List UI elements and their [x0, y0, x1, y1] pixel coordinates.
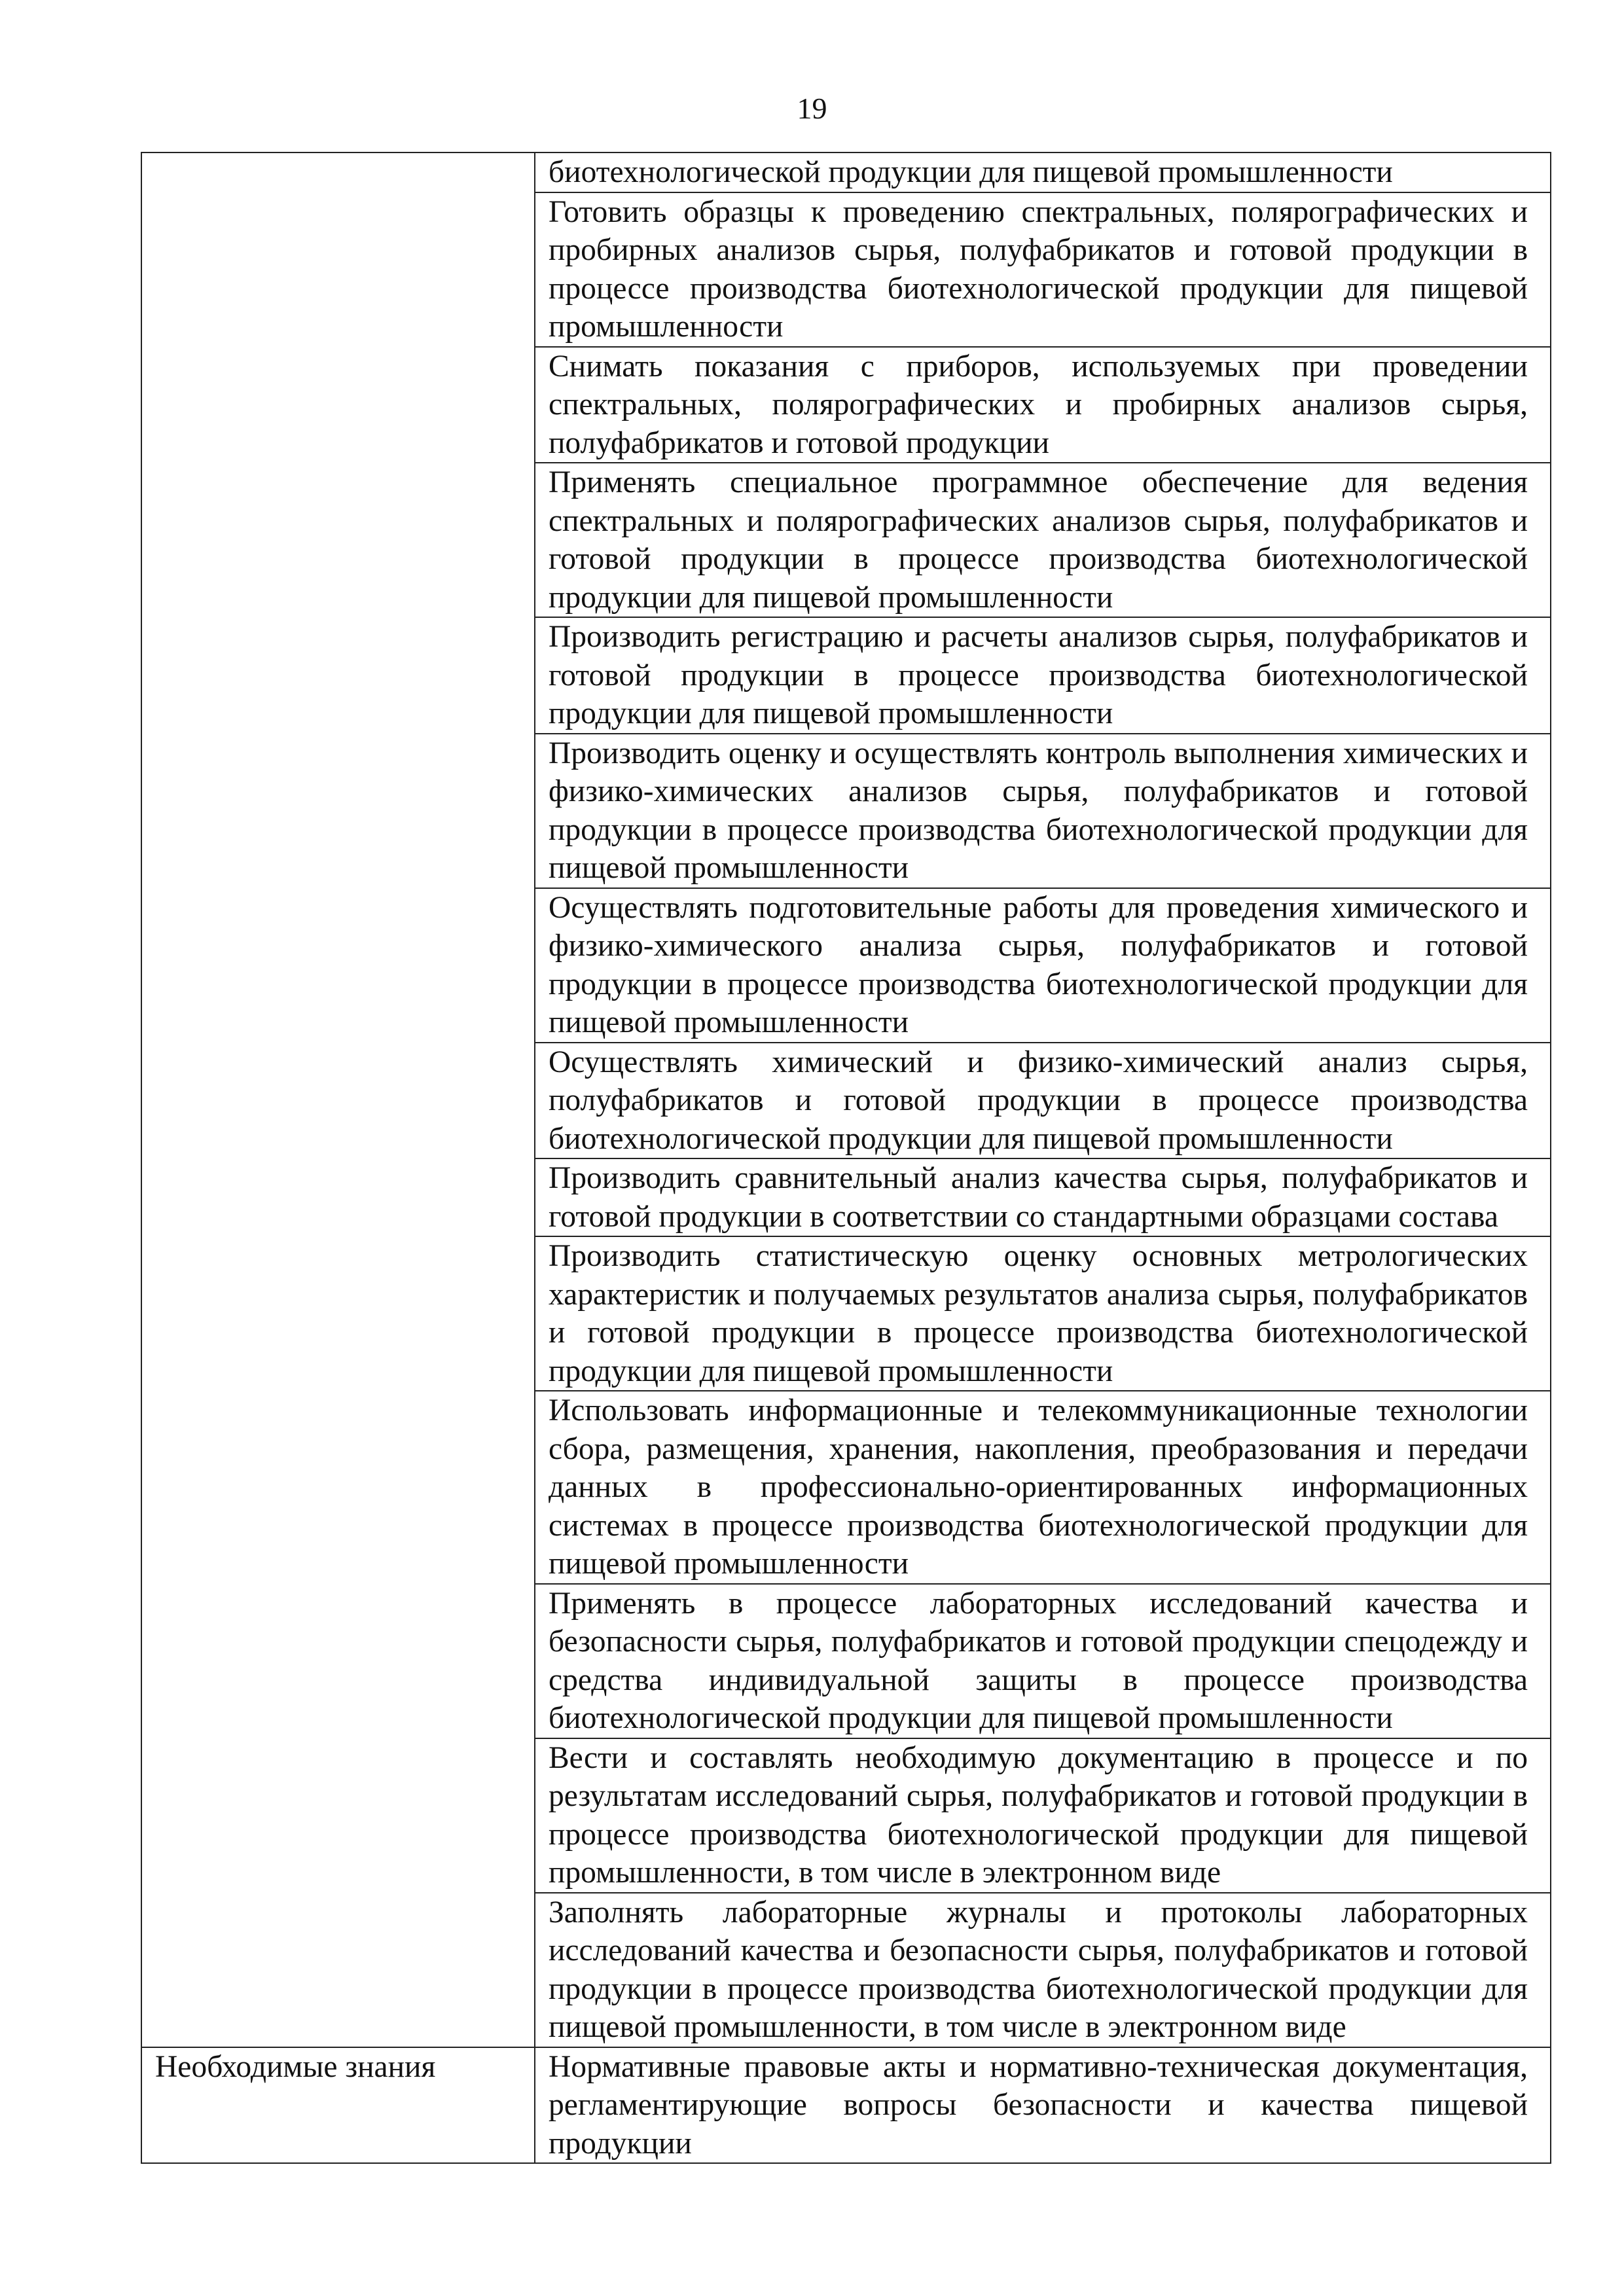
skills-label-cell: [141, 152, 535, 2047]
skill-cell: Готовить образцы к проведению спектральных, полярографических и пробирных анализов сырья, полуфабрикатов и готовой продукции в процессе производства биотехнологической продукции для пищевой промышленности: [535, 192, 1551, 347]
skill-cell: Снимать показания с приборов, используемых при проведении спектральных, полярографических и пробирных анализов сырья, полуфабрикатов и готовой продукции: [535, 347, 1551, 463]
skill-cell: Осуществлять химический и физико-химический анализ сырья, полуфабрикатов и готовой продукции в процессе производства биотехнологической продукции для пищевой промышленности: [535, 1043, 1551, 1159]
skill-cell: Применять специальное программное обеспечение для ведения спектральных и полярографических анализов сырья, полуфабрикатов и готовой продукции в процессе производства биотехнологической продукции для пищевой промышленности: [535, 463, 1551, 617]
skill-cell: Производить сравнительный анализ качества сырья, полуфабрикатов и готовой продукции в соответствии со стандартными образцами состава: [535, 1158, 1551, 1236]
skill-cell: Производить оценку и осуществлять контроль выполнения химических и физико-химических анализов сырья, полуфабрикатов и готовой продукции в процессе производства биотехнологической продукции для пищевой промышленности: [535, 734, 1551, 888]
table-row: [141, 2047, 1551, 2164]
skill-cell: Осуществлять подготовительные работы для проведения химического и физико-химического анализа сырья, полуфабрикатов и готовой продукции в процессе производства биотехнологической продукции для пищевой промышленности: [535, 888, 1551, 1043]
page-number: 19: [797, 92, 827, 125]
skill-cell: Заполнять лабораторные журналы и протоколы лабораторных исследований качества и безопасности сырья, полуфабрикатов и готовой продукции в процессе производства биотехнологической продукции для пищевой промышленности, в том числе в электронном виде: [535, 1893, 1551, 2047]
skill-cell: Использовать информационные и телекоммуникационные технологии сбора, размещения, хранения, накопления, преобразования и передачи данных в профессионально-ориентированных информационных системах в процессе производства биотехнологической продукции для пищевой промышленности: [535, 1391, 1551, 1584]
knowledge-label: Необходимые знания: [141, 2047, 535, 2164]
requirements-table: [141, 152, 1551, 2164]
skill-cell: Применять в процессе лабораторных исследований качества и безопасности сырья, полуфабрикатов и готовой продукции спецодежду и средства индивидуальной защиты в процессе производства биотехнологической продукции для пищевой промышленности: [535, 1584, 1551, 1738]
skill-cell: биотехнологической продукции для пищевой промышленности: [535, 152, 1551, 192]
skill-cell: Производить статистическую оценку основных метрологических характеристик и получаемых результатов анализа сырья, полуфабрикатов и готовой продукции в процессе производства биотехнологической продукции для пищевой промышленности: [535, 1236, 1551, 1391]
skill-cell: Производить регистрацию и расчеты анализов сырья, полуфабрикатов и готовой продукции в процессе производства биотехнологической продукции для пищевой промышленности: [535, 617, 1551, 734]
skill-cell: Вести и составлять необходимую документацию в процессе и по результатам исследований сырья, полуфабрикатов и готовой продукции в процессе производства биотехнологической продукции для пищевой промышленности, в том числе в электронном виде: [535, 1738, 1551, 1893]
table-row: [141, 152, 1551, 192]
knowledge-cell: Нормативные правовые акты и нормативно-техническая документация, регламентирующие вопросы безопасности и качества пищевой продукции: [535, 2047, 1551, 2164]
